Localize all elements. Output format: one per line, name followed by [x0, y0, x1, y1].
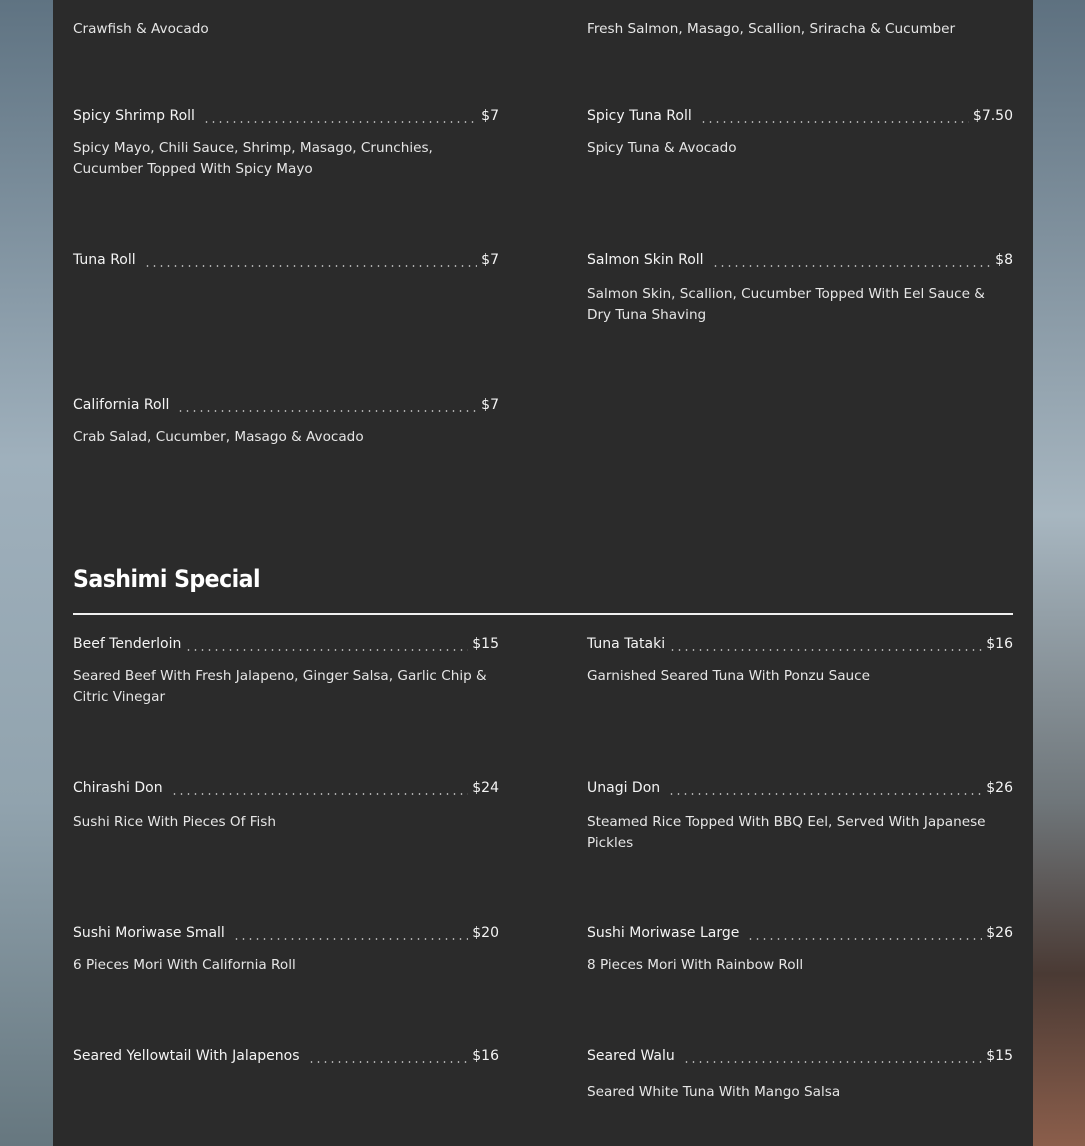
menu-item: [587, 252, 1013, 326]
menu-item: [587, 108, 1013, 159]
item-price: $20: [472, 925, 499, 941]
dot-leader: [185, 649, 468, 651]
dot-leader: [700, 121, 969, 123]
item-name: Sushi Moriwase Small: [73, 925, 225, 941]
item-price: $7.50: [972, 108, 1013, 124]
menu-panel: [53, 0, 1033, 1146]
item-name: California Roll: [73, 397, 170, 413]
item-description: Steamed Rice Topped With BBQ Eel, Served With Japanese Pickles: [587, 814, 986, 851]
menu-item: [73, 1048, 499, 1070]
dot-leader: [171, 793, 469, 795]
item-price: $26: [986, 925, 1013, 941]
item-price: $7: [481, 108, 499, 124]
menu-item: [73, 780, 499, 833]
dot-leader: [233, 938, 468, 940]
item-price: $8: [995, 252, 1013, 268]
item-description: Salmon Skin, Scallion, Cucumber Topped With Eel Sauce & Dry Tuna Shaving: [587, 286, 985, 323]
item-description: Crawfish & Avocado: [73, 21, 209, 37]
menu-item: [73, 108, 499, 180]
dot-leader: [683, 1061, 982, 1063]
item-description: Garnished Seared Tuna With Ponzu Sauce: [587, 668, 870, 684]
section-title: Sashimi Special: [73, 565, 261, 593]
item-description: 6 Pieces Mori With California Roll: [73, 957, 296, 973]
menu-item: [73, 636, 499, 708]
background-left: [0, 0, 53, 1146]
item-description: Seared White Tuna With Mango Salsa: [587, 1084, 841, 1100]
dot-leader: [669, 649, 982, 651]
dot-leader: [747, 938, 982, 940]
item-name: Chirashi Don: [73, 780, 163, 796]
item-name: Seared Walu: [587, 1048, 675, 1064]
item-name: Unagi Don: [587, 780, 661, 796]
item-price: $15: [472, 636, 499, 652]
item-name: Sushi Moriwase Large: [587, 925, 740, 941]
dot-leader: [668, 793, 982, 795]
item-description: Crab Salad, Cucumber, Masago & Avocado: [73, 429, 364, 445]
item-price: $7: [481, 397, 499, 413]
item-price: $26: [986, 780, 1013, 796]
item-name: Tuna Tataki: [587, 636, 666, 652]
menu-item: [587, 1048, 1013, 1103]
item-description: Fresh Salmon, Masago, Scallion, Sriracha & Cucumber: [587, 21, 956, 37]
dot-leader: [308, 1061, 469, 1063]
item-description: Sushi Rice With Pieces Of Fish: [73, 814, 276, 830]
item-price: $16: [986, 636, 1013, 652]
item-name: Tuna Roll: [73, 252, 136, 268]
item-description: 8 Pieces Mori With Rainbow Roll: [587, 957, 804, 973]
dot-leader: [203, 121, 477, 123]
item-description: Spicy Mayo, Chili Sauce, Shrimp, Masago, Crunchies, Cucumber Topped With Spicy Mayo: [73, 140, 433, 177]
item-price: $16: [472, 1048, 499, 1064]
dot-leader: [712, 265, 992, 267]
item-price: $24: [472, 780, 499, 796]
menu-item: [587, 780, 1013, 854]
menu-item: [73, 0, 499, 40]
item-price: $15: [986, 1048, 1013, 1064]
menu-item: [73, 925, 499, 976]
item-description: Seared Beef With Fresh Jalapeno, Ginger Salsa, Garlic Chip & Citric Vinegar: [73, 668, 487, 705]
section-divider: [73, 613, 1013, 615]
menu-item: [73, 397, 499, 448]
item-name: Seared Yellowtail With Jalapenos: [73, 1048, 300, 1064]
menu-item: [587, 0, 1013, 40]
menu-item: [587, 925, 1013, 976]
item-name: Spicy Shrimp Roll: [73, 108, 195, 124]
menu-item: [587, 636, 1013, 687]
menu-item: [73, 252, 499, 274]
item-name: Beef Tenderloin: [73, 636, 182, 652]
dot-leader: [177, 410, 477, 412]
item-name: Spicy Tuna Roll: [587, 108, 692, 124]
item-description: Spicy Tuna & Avocado: [587, 140, 737, 156]
item-name: Salmon Skin Roll: [587, 252, 704, 268]
background-right: [1033, 0, 1085, 1146]
item-price: $7: [481, 252, 499, 268]
dot-leader: [144, 265, 478, 267]
